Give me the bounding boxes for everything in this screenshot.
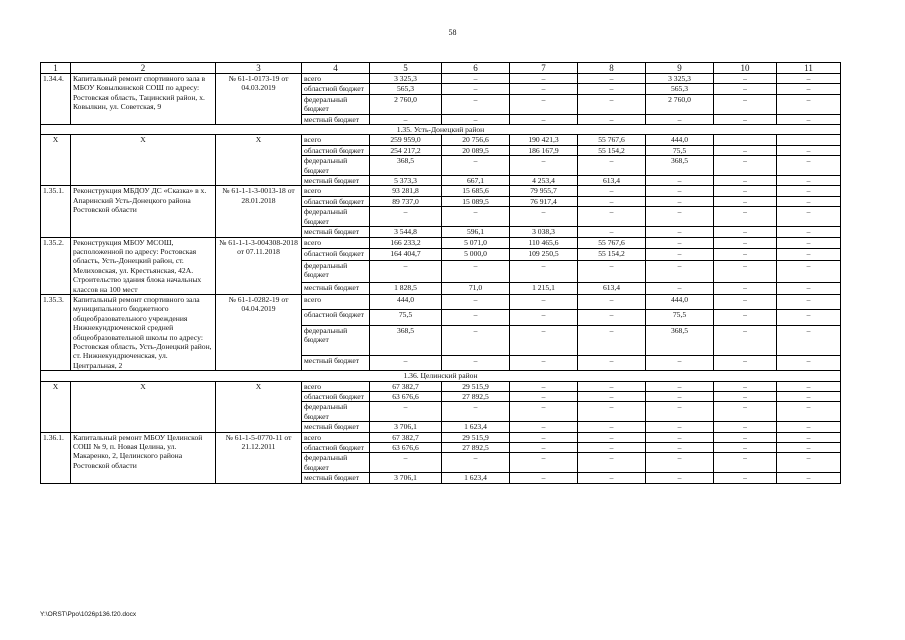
- value-cell: 79 955,7: [510, 186, 578, 196]
- value-cell: –: [578, 392, 646, 402]
- value-cell: –: [646, 392, 714, 402]
- budget-source-label: областной бюджет: [302, 84, 370, 94]
- item-id: 1.35.1.: [41, 186, 71, 237]
- value-cell: 71,0: [442, 283, 510, 295]
- value-cell: –: [510, 294, 578, 310]
- item-name: Капитальный ремонт МБОУ Целинской СОШ № 9, п. Новая Целина, ул. Макаренко, 2, Целинского района Ростовской области: [71, 432, 216, 483]
- value-cell: 1 623,4: [442, 473, 510, 483]
- item-id: 1.35.3.: [41, 294, 71, 370]
- value-cell: –: [777, 145, 841, 155]
- value-cell: 20 089,5: [442, 145, 510, 155]
- value-cell: –: [777, 207, 841, 227]
- item-id: 1.34.4.: [41, 74, 71, 125]
- value-cell: –: [714, 196, 777, 206]
- item-name: Реконструкция МБОУ МСОШ, расположенной по адресу: Ростовская область, Усть-Донецкий район, ст. Мелиховская, ул. Крестьянская, 42А. Строительство здания блока начальных классов на 100 мест: [71, 237, 216, 294]
- item-name: Х: [71, 135, 216, 186]
- value-cell: –: [777, 294, 841, 310]
- value-cell: –: [714, 453, 777, 473]
- value-cell: –: [777, 227, 841, 237]
- budget-source-label: областной бюджет: [302, 249, 370, 261]
- value-cell: –: [777, 283, 841, 295]
- value-cell: –: [646, 355, 714, 371]
- value-cell: –: [510, 473, 578, 483]
- value-cell: 259 959,0: [370, 135, 442, 145]
- value-cell: –: [777, 355, 841, 371]
- col-header: 8: [578, 63, 646, 74]
- value-cell: –: [510, 453, 578, 473]
- col-header: 5: [370, 63, 442, 74]
- value-cell: –: [578, 186, 646, 196]
- value-cell: 5 373,3: [370, 176, 442, 186]
- value-cell: –: [777, 260, 841, 282]
- value-cell: –: [646, 422, 714, 432]
- value-cell: –: [714, 326, 777, 356]
- value-cell: –: [646, 260, 714, 282]
- value-cell: –: [714, 355, 777, 371]
- value-cell: 20 756,6: [442, 135, 510, 145]
- value-cell: –: [646, 443, 714, 453]
- value-cell: 3 706,1: [370, 473, 442, 483]
- value-cell: 3 325,3: [646, 74, 714, 84]
- value-cell: –: [777, 381, 841, 391]
- value-cell: 55 767,6: [578, 237, 646, 249]
- value-cell: –: [714, 310, 777, 326]
- value-cell: –: [714, 74, 777, 84]
- value-cell: 27 892,5: [442, 392, 510, 402]
- col-header: 7: [510, 63, 578, 74]
- value-cell: –: [442, 402, 510, 422]
- value-cell: –: [714, 473, 777, 483]
- item-name: Реконструкция МБДОУ ДС «Сказка» в х. Апаринский Усть-Донецкого района Ростовской области: [71, 186, 216, 237]
- value-cell: –: [578, 453, 646, 473]
- budget-source-label: всего: [302, 237, 370, 249]
- value-cell: –: [510, 207, 578, 227]
- value-cell: –: [714, 402, 777, 422]
- budget-source-label: всего: [302, 74, 370, 84]
- value-cell: –: [578, 355, 646, 371]
- item-document: № 61-1-1-3-0013-18 от 28.01.2018: [216, 186, 302, 237]
- budget-source-label: местный бюджет: [302, 473, 370, 483]
- value-cell: 3 038,3: [510, 227, 578, 237]
- value-cell: 164 404,7: [370, 249, 442, 261]
- value-cell: 444,0: [646, 294, 714, 310]
- value-cell: 63 676,6: [370, 392, 442, 402]
- value-cell: –: [510, 422, 578, 432]
- budget-source-label: всего: [302, 381, 370, 391]
- value-cell: –: [442, 260, 510, 282]
- value-cell: –: [578, 381, 646, 391]
- value-cell: –: [510, 94, 578, 114]
- value-cell: –: [510, 156, 578, 176]
- value-cell: –: [714, 156, 777, 176]
- value-cell: –: [510, 402, 578, 422]
- section-title: 1.35. Усть-Донецкий район: [41, 125, 841, 135]
- value-cell: –: [442, 156, 510, 176]
- value-cell: –: [510, 74, 578, 84]
- value-cell: –: [714, 207, 777, 227]
- value-cell: 15 089,5: [442, 196, 510, 206]
- value-cell: –: [442, 84, 510, 94]
- value-cell: 55 154,2: [578, 145, 646, 155]
- value-cell: 667,1: [442, 176, 510, 186]
- value-cell: 190 421,3: [510, 135, 578, 145]
- value-cell: –: [510, 114, 578, 124]
- value-cell: –: [646, 196, 714, 206]
- budget-source-label: местный бюджет: [302, 355, 370, 371]
- value-cell: 109 250,5: [510, 249, 578, 261]
- value-cell: –: [510, 381, 578, 391]
- value-cell: –: [578, 260, 646, 282]
- value-cell: 63 676,6: [370, 443, 442, 453]
- value-cell: –: [578, 402, 646, 422]
- value-cell: –: [442, 74, 510, 84]
- value-cell: –: [714, 145, 777, 155]
- value-cell: –: [370, 402, 442, 422]
- value-cell: 93 281,8: [370, 186, 442, 196]
- budget-source-label: федеральный бюджет: [302, 207, 370, 227]
- value-cell: –: [777, 237, 841, 249]
- value-cell: –: [578, 473, 646, 483]
- item-document: № 61-1-0282-19 от 04.04.2019: [216, 294, 302, 370]
- value-cell: –: [370, 453, 442, 473]
- value-cell: –: [777, 326, 841, 356]
- item-document: № 61-1-1-3-004308-2018 от 07.11.2018: [216, 237, 302, 294]
- value-cell: –: [646, 176, 714, 186]
- value-cell: –: [578, 207, 646, 227]
- file-path-footer: Y:\ORST\Ppo\1026p136.f20.docx: [40, 611, 137, 618]
- section-row: [41, 371, 841, 381]
- value-cell: –: [646, 381, 714, 391]
- value-cell: –: [510, 432, 578, 442]
- value-cell: –: [646, 227, 714, 237]
- value-cell: –: [578, 294, 646, 310]
- table-row: [41, 135, 841, 145]
- value-cell: –: [578, 84, 646, 94]
- value-cell: –: [510, 260, 578, 282]
- value-cell: –: [578, 443, 646, 453]
- table-row: [41, 237, 841, 249]
- value-cell: –: [578, 432, 646, 442]
- budget-source-label: областной бюджет: [302, 392, 370, 402]
- value-cell: –: [370, 207, 442, 227]
- item-document: Х: [216, 135, 302, 186]
- value-cell: 565,3: [370, 84, 442, 94]
- value-cell: –: [646, 453, 714, 473]
- value-cell: –: [646, 249, 714, 261]
- value-cell: –: [646, 207, 714, 227]
- value-cell: –: [442, 94, 510, 114]
- item-id: Х: [41, 381, 71, 432]
- col-header: 1: [41, 63, 71, 74]
- value-cell: –: [777, 392, 841, 402]
- value-cell: –: [578, 422, 646, 432]
- value-cell: [777, 135, 841, 145]
- value-cell: 2 760,0: [646, 94, 714, 114]
- col-header: 6: [442, 63, 510, 74]
- budget-source-label: всего: [302, 186, 370, 196]
- budget-source-label: федеральный бюджет: [302, 156, 370, 176]
- budget-source-label: федеральный бюджет: [302, 260, 370, 282]
- value-cell: 2 760,0: [370, 94, 442, 114]
- value-cell: –: [714, 186, 777, 196]
- value-cell: –: [510, 326, 578, 356]
- value-cell: –: [714, 260, 777, 282]
- value-cell: –: [510, 392, 578, 402]
- value-cell: –: [370, 260, 442, 282]
- value-cell: 29 515,9: [442, 432, 510, 442]
- item-id: 1.35.2.: [41, 237, 71, 294]
- value-cell: –: [777, 186, 841, 196]
- value-cell: –: [777, 114, 841, 124]
- value-cell: 5 000,0: [442, 249, 510, 261]
- value-cell: –: [646, 114, 714, 124]
- value-cell: 75,5: [646, 310, 714, 326]
- table-row: [41, 381, 841, 391]
- value-cell: 3 544,8: [370, 227, 442, 237]
- table-row: [41, 294, 841, 310]
- item-name: Х: [71, 381, 216, 432]
- budget-source-label: федеральный бюджет: [302, 453, 370, 473]
- value-cell: –: [578, 114, 646, 124]
- value-cell: –: [714, 432, 777, 442]
- value-cell: –: [714, 227, 777, 237]
- col-header: 4: [302, 63, 370, 74]
- value-cell: –: [370, 114, 442, 124]
- value-cell: 368,5: [370, 326, 442, 356]
- table-row: [41, 74, 841, 84]
- budget-source-label: областной бюджет: [302, 310, 370, 326]
- value-cell: 67 382,7: [370, 432, 442, 442]
- value-cell: 3 706,1: [370, 422, 442, 432]
- value-cell: –: [510, 443, 578, 453]
- value-cell: –: [578, 227, 646, 237]
- value-cell: 27 892,5: [442, 443, 510, 453]
- value-cell: –: [777, 94, 841, 114]
- value-cell: 444,0: [370, 294, 442, 310]
- value-cell: –: [442, 294, 510, 310]
- value-cell: 1 215,1: [510, 283, 578, 295]
- value-cell: –: [714, 422, 777, 432]
- value-cell: –: [777, 196, 841, 206]
- budget-source-label: всего: [302, 432, 370, 442]
- value-cell: –: [777, 74, 841, 84]
- section-row: [41, 125, 841, 135]
- value-cell: 89 737,0: [370, 196, 442, 206]
- value-cell: –: [714, 283, 777, 295]
- value-cell: 613,4: [578, 283, 646, 295]
- value-cell: –: [714, 381, 777, 391]
- value-cell: 1 828,5: [370, 283, 442, 295]
- value-cell: –: [370, 355, 442, 371]
- value-cell: –: [777, 443, 841, 453]
- value-cell: –: [714, 443, 777, 453]
- budget-source-label: местный бюджет: [302, 227, 370, 237]
- header-row: [41, 63, 841, 74]
- value-cell: –: [646, 432, 714, 442]
- value-cell: –: [578, 196, 646, 206]
- budget-source-label: федеральный бюджет: [302, 402, 370, 422]
- value-cell: –: [578, 310, 646, 326]
- budget-source-label: областной бюджет: [302, 443, 370, 453]
- value-cell: –: [646, 237, 714, 249]
- value-cell: 166 233,2: [370, 237, 442, 249]
- item-document: № 61-1-5-0770-11 от 21.12.2011: [216, 432, 302, 483]
- value-cell: –: [714, 294, 777, 310]
- value-cell: –: [777, 156, 841, 176]
- value-cell: –: [777, 249, 841, 261]
- item-document: Х: [216, 381, 302, 432]
- value-cell: 4 253,4: [510, 176, 578, 186]
- value-cell: 67 382,7: [370, 381, 442, 391]
- col-header: 2: [71, 63, 216, 74]
- budget-source-label: федеральный бюджет: [302, 326, 370, 356]
- value-cell: –: [442, 453, 510, 473]
- item-document: № 61-1-0173-19 от 04.03.2019: [216, 74, 302, 125]
- value-cell: 368,5: [646, 156, 714, 176]
- page-number: 58: [448, 28, 457, 37]
- col-header: 9: [646, 63, 714, 74]
- value-cell: –: [714, 392, 777, 402]
- value-cell: –: [777, 422, 841, 432]
- value-cell: –: [646, 283, 714, 295]
- item-id: 1.36.1.: [41, 432, 71, 483]
- budget-source-label: федеральный бюджет: [302, 94, 370, 114]
- value-cell: 613,4: [578, 176, 646, 186]
- value-cell: –: [510, 355, 578, 371]
- value-cell: 29 515,9: [442, 381, 510, 391]
- value-cell: –: [777, 402, 841, 422]
- value-cell: 55 154,2: [578, 249, 646, 261]
- budget-source-label: областной бюджет: [302, 196, 370, 206]
- value-cell: –: [510, 84, 578, 94]
- value-cell: 1 623,4: [442, 422, 510, 432]
- value-cell: –: [646, 402, 714, 422]
- value-cell: –: [578, 94, 646, 114]
- value-cell: –: [442, 326, 510, 356]
- value-cell: –: [714, 176, 777, 186]
- budget-source-label: местный бюджет: [302, 422, 370, 432]
- value-cell: –: [714, 114, 777, 124]
- section-title: 1.36. Целинский район: [41, 371, 841, 381]
- value-cell: –: [714, 249, 777, 261]
- col-header: 11: [777, 63, 841, 74]
- value-cell: –: [777, 310, 841, 326]
- value-cell: 186 167,9: [510, 145, 578, 155]
- value-cell: –: [510, 310, 578, 326]
- value-cell: [714, 135, 777, 145]
- col-header: 3: [216, 63, 302, 74]
- value-cell: –: [646, 186, 714, 196]
- value-cell: 15 685,6: [442, 186, 510, 196]
- value-cell: –: [578, 74, 646, 84]
- value-cell: –: [714, 84, 777, 94]
- budget-source-label: местный бюджет: [302, 176, 370, 186]
- value-cell: 254 217,2: [370, 145, 442, 155]
- budget-source-label: областной бюджет: [302, 145, 370, 155]
- value-cell: –: [442, 114, 510, 124]
- budget-source-label: всего: [302, 135, 370, 145]
- value-cell: 76 917,4: [510, 196, 578, 206]
- value-cell: –: [442, 310, 510, 326]
- table-row: [41, 432, 841, 442]
- financing-table: [40, 62, 841, 484]
- value-cell: 75,5: [646, 145, 714, 155]
- value-cell: –: [777, 432, 841, 442]
- value-cell: –: [777, 473, 841, 483]
- budget-source-label: местный бюджет: [302, 283, 370, 295]
- value-cell: –: [714, 237, 777, 249]
- value-cell: –: [777, 84, 841, 94]
- value-cell: 565,3: [646, 84, 714, 94]
- value-cell: –: [646, 473, 714, 483]
- value-cell: 368,5: [370, 156, 442, 176]
- value-cell: –: [442, 355, 510, 371]
- value-cell: –: [578, 156, 646, 176]
- item-name: Капитальный ремонт спортивного зала в МБОУ Ковылкинской СОШ по адресу: Ростовская область, Тацинский район, х. Ковылкин, ул. Советская, 9: [71, 74, 216, 125]
- value-cell: 5 071,0: [442, 237, 510, 249]
- value-cell: 596,1: [442, 227, 510, 237]
- budget-source-label: местный бюджет: [302, 114, 370, 124]
- value-cell: –: [578, 326, 646, 356]
- value-cell: 110 465,6: [510, 237, 578, 249]
- table-row: [41, 186, 841, 196]
- item-id: Х: [41, 135, 71, 186]
- item-name: Капитальный ремонт спортивного зала муниципального бюджетного общеобразовательного учреждения Нижнекундрюченской средней общеобразовательной школы по адресу: Ростовская область, Усть-Донецкий район, ст. Нижнекундрюченская, ул. Центральная, 2: [71, 294, 216, 370]
- value-cell: 368,5: [646, 326, 714, 356]
- value-cell: –: [777, 453, 841, 473]
- value-cell: –: [777, 176, 841, 186]
- value-cell: 55 767,6: [578, 135, 646, 145]
- budget-source-label: всего: [302, 294, 370, 310]
- value-cell: 444,0: [646, 135, 714, 145]
- value-cell: 3 325,3: [370, 74, 442, 84]
- value-cell: 75,5: [370, 310, 442, 326]
- col-header: 10: [714, 63, 777, 74]
- value-cell: –: [442, 207, 510, 227]
- value-cell: –: [714, 94, 777, 114]
